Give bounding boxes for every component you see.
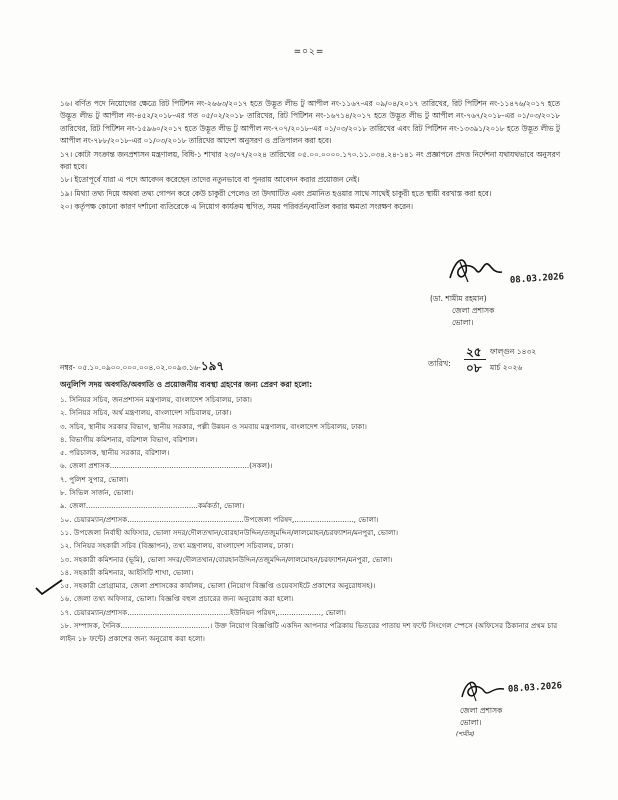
handwritten-tick-icon (34, 578, 64, 596)
date-day-english: ০৮ (466, 361, 482, 375)
recipient-list (60, 393, 570, 645)
recipient-item: ১৬. জেলা তথ্য অফিসার, ভোলা। বিজ্ঞপ্তি বহুল প্রচারের জন্য অনুরোধ করা হলো। (60, 594, 294, 604)
signatory-office: ভোলা। (452, 318, 474, 327)
memo-number (60, 358, 224, 378)
handwritten-signature-icon (446, 252, 506, 286)
recipient-item: ১০. চেয়ারম্যান/প্রশাসক...................................................উপজেলা পরিষদ,.........................., ভোলা। (60, 514, 379, 524)
recipient-item: ১৩. সহকারী কমিশনার (ভূমি), ভোলা সদর/দৌলতখান/বোরহানউদ্দিন/তজুমদ্দিন/লালমোহন/চরফ্যাশন/মনপুরা, ভোলা। (60, 554, 393, 564)
recipient-item: ৯. জেলা.................................................কর্মকর্তা, ভোলা। (60, 501, 245, 511)
recipient-item: ১. সিনিয়র সচিব, জনপ্রশাসন মন্ত্রণালয়, বাংলাদেশ সচিবালয়, ঢাকা। (60, 395, 253, 404)
memo-date (428, 344, 588, 384)
recipient-item: ১৪. সহকারী কমিশনার, আইসিটি শাখা, ভোলা। (60, 567, 194, 577)
clause-17: ১৭। কোটা সংক্রান্ত জনপ্রশাসন মন্ত্রণালয়, বিধি-১ শাখার ২৩/০৭/২০২৪ তারিখের ০৫.০০.০০০০.১৭০.১১.০৩৪.২৪-১৪১ নং প্রজ্ঞাপনে প্রদত্ত নির্দেশনা যথাযথভাবে অনুসরণ করা হবে। (60, 149, 560, 172)
signatory-title: জেলা প্রশাসক (452, 306, 495, 315)
recipient-item: ৮. সিভিল সার্জন, ভোলা। (60, 488, 134, 498)
clause-list (60, 98, 560, 215)
recipient-item: ১৭. চেয়ারম্যান/প্রশাসক.............................................ইউনিয়ন পরিষদ,..................., ভোলা। (60, 607, 346, 617)
recipient-item: ১৮. সম্পাদক, দৈনিক.......................................। উক্ত নিয়োগ বিজ্ঞপ্তিটি একদিন আপনার পত্রিকায় ভিতরের পাতায় দশ ফন্টে সিংগেল স্পেসে (অফিসের ঠিকানার প্রথম চার লাইন ১৮ ফন্টে) প্রকাশের জন্য অনুরোধ করা হলো। (60, 621, 558, 644)
clause-19: ১৯। মিথ্যা তথ্য দিয়ে অথবা তথ্য গোপন করে কেউ চাকুরী পেলেও তা উদঘাটিত এবং প্রমানিত হওয়ার সাথে সাথেই চাকুরী হতে স্থায়ী বরখাস্ত করা হবে। (60, 188, 492, 198)
memo-row (60, 345, 580, 378)
page-number: =০২= (293, 47, 325, 57)
clause-20: ২০। কর্তৃপক্ষ কোনো কারণ দর্শানো ব্যতিরেকে এ নিয়োগ কার্যক্রম স্থগিত, সময় পরিবর্তন/বাতিল করার ক্ষমতা সংরক্ষণ করেন। (60, 202, 414, 212)
recipient-item: ১২. সিনিয়র সহকারী সচিব (বিজ্ঞাপন), তথ্য মন্ত্রণালয়, বাংলাদেশ সচিবালয়, ঢাকা। (60, 541, 294, 551)
recipient-item: ১১. উপজেলা নির্বাহী অফিসার, ভোলা সদর/দৌলতখান/বোরহানউদ্দিন/তজুমদ্দিন/লালমোহন/চরফ্যাশন/মনপুরা, ভোলা। (60, 527, 399, 537)
memo-number-handwritten: ১৯৭ (200, 359, 225, 373)
clause-16: ১৬। বর্ণিত পদে নিয়োগের ক্ষেত্রে রিট পিটিশন নং-২৬৬৩/২০১৭ হতে উদ্ভূত লীভ টু আপীল নং-১১৬৭-এর ০৯/০৪/২০১৭ তারিখের, রিট পিটিশন নং-১১৪৭৬/২০১৭ হতে উদ্ভূত লীভ টু আপীল নং-৪৫২/২০১৮-এর গত ০৫/০২/২০১৮ তারিখের, রিট পিটিশন নং-১৬৭১৪/২০১৭ হতে উদ্ভূত লীভ টু আপীল নং-৭৬৭/২০১৮-এর ০১/০৩/২০১৮ তারিখের, রিট পিটিশন নং-১৫৯৬০/২০১৭ হতে উদ্ভূত লীভ টু আপীল নং-৭০৭/২০১৮-এর ০১/০৩/২০১৮ তারিখের এবং রিট পিটিশন নং-১৩৩৯১/২০১৮ হতে উদ্ভূত লীভ টু আপীল নং-৭৮৮/২০১৮-এর ০১/০৩/২০১৮ তারিখের আদেশ অনুসরণ ও প্রতিপালন করা হবে। (60, 99, 560, 146)
signatory-title: জেলা প্রশাসক (460, 706, 503, 715)
recipient-item: ৩. সচিব, স্থানীয় সরকার বিভাগ, স্থানীয় সরকার, পল্লী উন্নয়ন ও সমবায় মন্ত্রণালয়, বাংলাদেশ সচিবালয়, ঢাকা। (60, 421, 367, 431)
date-day-bangla: ২৫ (466, 345, 482, 359)
recipient-item: ৪. বিভাগীয় কমিশনার, বরিশাল বিভাগ, বরিশাল। (60, 434, 198, 444)
date-month-english: মার্চ ২০২৬ (490, 363, 523, 372)
signatory-name: (ডা. শামীম রহমান) (430, 294, 487, 303)
date-label: তারিখ: (428, 359, 451, 368)
recipient-item: ৫. পরিচালক, স্থানীয় সরকার, বরিশাল। (60, 448, 170, 458)
seal-text: (শামীম) (456, 731, 475, 738)
signature-date: 08.03.2026 (509, 272, 565, 286)
recipient-item: ২. সিনিয়র সচিব, অর্থ মন্ত্রণালয়, বাংলাদেশ সচিবালয়, ঢাকা। (60, 408, 232, 418)
recipient-item: ১৫. সহকারী প্রোগ্রামার, জেলা প্রশাসকের কার্যালয়, ভোলা (নিয়োগ বিজ্ঞপ্তি ওয়েবসাইটে প্রকাশের অনুরোধসহ)। (60, 581, 376, 591)
recipient-item: ৬. জেলা প্রশাসক.............................................................(সকল)। (60, 461, 273, 471)
signatory-office: ভোলা। (460, 718, 482, 727)
clause-18: ১৮। ইতোপূর্বে যারা এ পদে আবেদন করেছেন তাদের নতুনভাবে বা পুনরায় আবেদন করার প্রয়োজন নেই। (60, 175, 360, 185)
memo-number-prefix: নম্বর- ০৫.১০.০৯০০.০০০.০০৪.০২.০০৯৩.১৬- (60, 363, 201, 372)
signature-date: 08.03.2026 (507, 681, 563, 695)
recipient-item: ৭. পুলিশ সুপার, ভোলা। (60, 474, 129, 484)
signature-block-bottom (448, 675, 588, 755)
copy-heading: অনুলিপি সদয় অবগতি/অবগতি ও প্রয়োজনীয় ব্যবস্থা গ্রহণের জন্য প্রেরণ করা হলো: (60, 380, 313, 389)
date-month-bangla: ফাল্গুন ১৪৩২ (490, 347, 537, 356)
handwritten-signature-icon (458, 675, 508, 705)
